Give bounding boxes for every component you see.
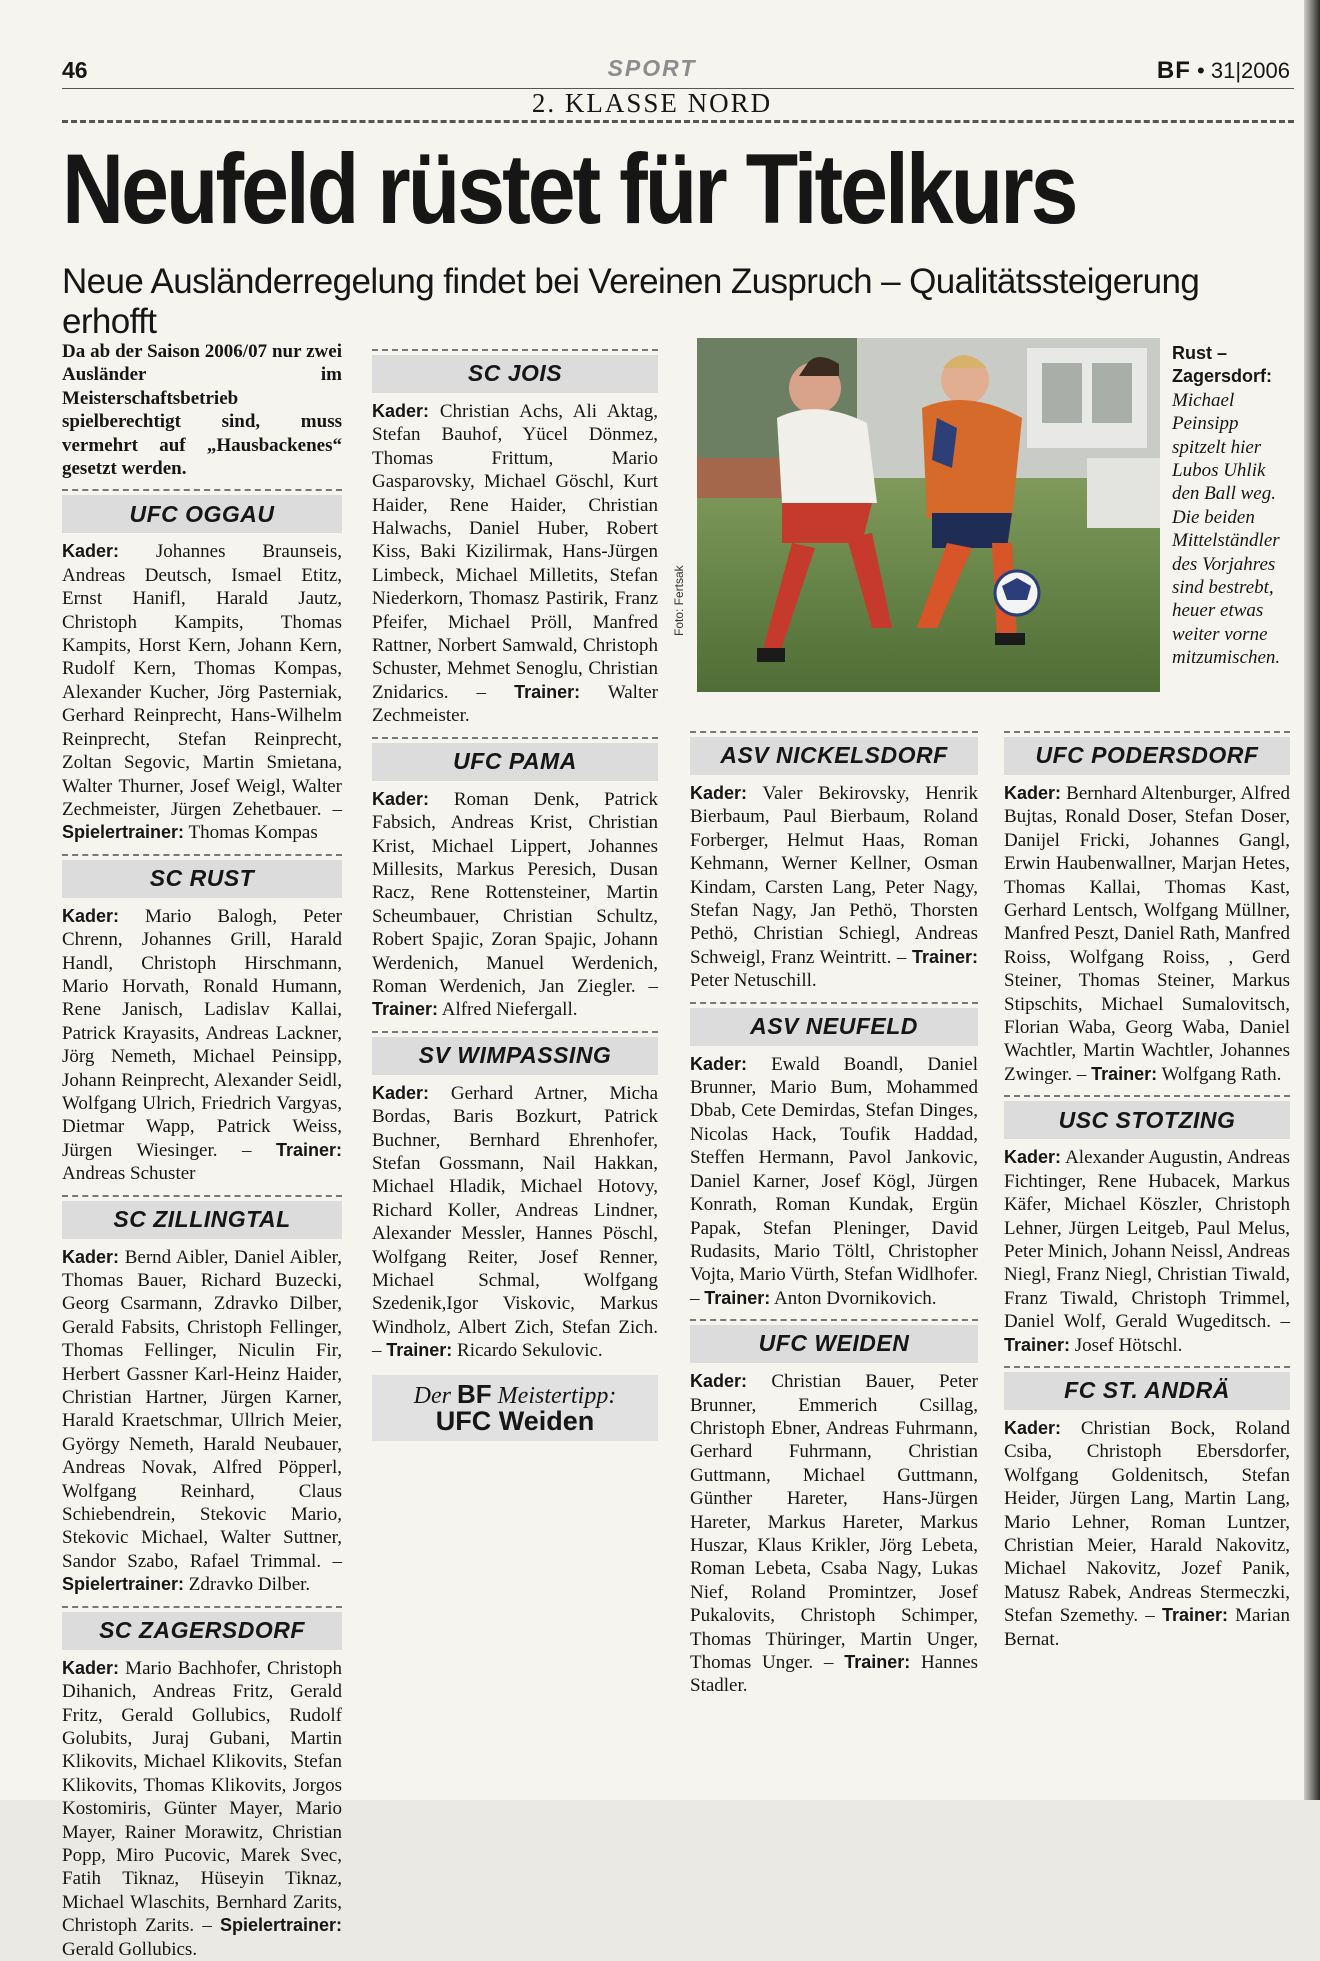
coach-name: Zdravko Dilber.	[188, 1574, 311, 1596]
section-title: 2. KLASSE NORD	[531, 88, 773, 118]
tip-team: UFC Weiden	[435, 1406, 595, 1437]
team-heading-sc-jois: SC JOIS	[372, 349, 658, 393]
squad-list: Christian Bauer, Peter Brunner, Emmerich Csillag, Christoph Ebner, Andreas Fuhrmann, Gerhard Fuhrmann, Christian Guttmann, Michael Guttmann, Günther Hareter, Hans-Jürgen Hareter, Markus Hareter, Markus Huszar, Klaus Krikler, Jörg Lebeta, Roman Lebeta, Csaba Nagy, Lukas Nief, Roland Promintzer, Josef Pukalovits, Christoph Schimper, Thomas Thüringer, Martin Unger, Thomas Unger.	[690, 1371, 979, 1673]
match-photo	[697, 338, 1160, 692]
coach-name: Josef Hötschl.	[1074, 1334, 1183, 1356]
coach-name: Marian Bernat.	[1004, 1605, 1291, 1650]
squad-label: Kader:	[372, 788, 430, 809]
coach-label: Trainer:	[704, 1287, 771, 1308]
team-heading-asv-nickelsdorf: ASV NICKELSDORF	[690, 731, 978, 775]
squad-label: Kader:	[1004, 1417, 1062, 1438]
team-heading-usc-stotzing: USC STOTZING	[1004, 1095, 1290, 1139]
caption-body: Michael Peinsipp spitzelt hier Lubos Uhlik den Ball weg. Die beiden Mittelständler des Vorjahres sind bestrebt, heuer etwas weiter vorne mitzumischen.	[1172, 389, 1281, 669]
squad-label: Kader:	[62, 541, 120, 562]
headline: Neufeld rüstet für Titelkurs	[62, 134, 1076, 245]
squad-list: Bernd Aibler, Daniel Aibler, Thomas Bauer, Richard Buzecki, Georg Csarmann, Zdravko Dilber, Gerald Fabsits, Christoph Fellinger, Thomas Fellinger, Niculin Fir, Herbert Gassner Karl-Heinz Haider, Christian Hartner, Jürgen Karner, Harald Kraetschmar, Ullrich Meier, György Nemeth, Harald Neubauer, Andreas Novak, Alfred Pöpperl, Wolfgang Reinhard, Claus Schiebendrein, Stekovic Mario, Stekovic Michael, Walter Suttner, Sandor Szabo, Rafael Trimmal.	[62, 1246, 342, 1572]
squad-list: Mario Balogh, Peter Chrenn, Johannes Grill, Harald Handl, Christoph Hirschmann, Mario Horvath, Ronald Humann, Rene Janisch, Ladislav Kallai, Patrick Krayasits, Andreas Lackner, Jörg Nemeth, Michael Peinsipp, Johann Reinprecht, Alexander Seidl, Wolfgang Ulrich, Friedrich Vargyas, Dietmar Wapp, Patrick Weiss, Jürgen Wiesinger.	[62, 905, 343, 1161]
coach-name: Thomas Kompas	[188, 822, 318, 844]
squad-list: Johannes Braunseis, Andreas Deutsch, Ismael Etitz, Ernst Hanifl, Harald Jautz, Christoph Kampits, Thomas Kampits, Horst Kern, Johann Kern, Rudolf Kern, Thomas Kompas, Alexander Kucher, Jörg Pasterniak, Gerhard Reinprecht, Hans-Wilhelm Reinprecht, Stefan Reinprecht, Zoltan Segovic, Martin Smietana, Walter Thurner, Josef Weigl, Walter Zechmeister, Jürgen Zehetbauer.	[62, 541, 343, 820]
coach-name: Wolfgang Rath.	[1161, 1063, 1282, 1085]
football-photo-image	[697, 338, 1160, 692]
team-roster: Kader: Valer Bekirovsky, Henrik Bierbaum, Paul Bierbaum, Roland Forberger, Helmut Haas, Roman Kehmann, Werner Kellner, Osman Kindam, Carsten Lang, Peter Nagy, Stefan Nagy, Jan Pethö, Thorsten Pethö, Christian Schiegl, Andreas Schweigl, Franz Weintritt. – Trainer: Peter Netuschill.	[690, 783, 978, 992]
team-heading-sc-zagersdorf: SC ZAGERSDORF	[62, 1606, 342, 1650]
coach-label: Spielertrainer:	[62, 1574, 185, 1595]
team-heading-fc-st-andrae: FC ST. ANDRÄ	[1004, 1366, 1290, 1410]
squad-list: Alexander Augustin, Andreas Fichtinger, Rene Hubacek, Markus Käfer, Michael Köszler, Christoph Lehner, Jürgen Leitgeb, Paul Melus, Peter Minich, Johann Neissl, Andreas Niegl, Franz Niegl, Christian Tiwald, Franz Tiwald, Christoph Trimmel, Daniel Wolf, Gerald Wugeditsch.	[1004, 1147, 1291, 1333]
squad-list: Valer Bekirovsky, Henrik Bierbaum, Paul Bierbaum, Roland Forberger, Helmut Haas, Roman Kehmann, Werner Kellner, Osman Kindam, Carsten Lang, Peter Nagy, Stefan Nagy, Jan Pethö, Thorsten Pethö, Christian Schiegl, Andreas Schweigl, Franz Weintritt.	[690, 783, 978, 968]
squad-list: Bernhard Altenburger, Alfred Bujtas, Ronald Doser, Stefan Doser, Danijel Fricki, Johannes Gangl, Erwin Haubenwallner, Marjan Hetes, Thomas Kallai, Thomas Kast, Gerhard Lentsch, Wolfgang Müllner, Manfred Peszt, Daniel Rath, Manfred Roiss, Wolfgang Roiss, , Gerd Steiner, Thomas Steiner, Markus Stipschits, Michael Sumalovitsch, Florian Waba, Georg Waba, Daniel Wachtler, Martin Wachtler, Johannes Zwinger.	[1004, 783, 1290, 1085]
team-heading-ufc-podersdorf: UFC PODERSDORF	[1004, 731, 1290, 775]
photo-caption	[1172, 342, 1292, 670]
squad-label: Kader:	[690, 1053, 748, 1074]
coach-name: Ricardo Sekulovic.	[457, 1340, 603, 1362]
subheadline: Neue Ausländerregelung findet bei Vereinen Zuspruch – Qualitätssteigerung erhofft	[62, 262, 1200, 341]
team-heading-sv-wimpassing: SV WIMPASSING	[372, 1031, 658, 1075]
tip-brand: BF	[457, 1378, 492, 1409]
team-roster: Kader: Ewald Boandl, Daniel Brunner, Mario Bum, Mohammed Dbab, Cete Demirdas, Stefan Dinges, Nicolas Hack, Toufik Haddad, Steffen Hermann, Pavol Jankovic, Daniel Karner, Josef Kögl, Jürgen Konrath, Roman Kundak, Ergün Papak, Stefan Pleninger, David Rudasits, Mario Töltl, Christopher Vojta, Mario Vürth, Stefan Widlhofer. – Trainer: Anton Dvornikovich.	[690, 1053, 979, 1309]
dashed-divider	[62, 120, 1294, 123]
column-1	[62, 340, 342, 1961]
masthead: BF • 31|2006	[1156, 57, 1290, 84]
coach-label: Trainer:	[275, 1139, 342, 1160]
team-heading-sc-zillingtal: SC ZILLINGTAL	[62, 1195, 342, 1239]
tip-prefix: Der	[413, 1382, 451, 1409]
coach-label: Trainer:	[386, 1340, 453, 1361]
column-3	[690, 722, 978, 1698]
squad-label: Kader:	[690, 1371, 748, 1392]
squad-list: Ewald Boandl, Daniel Brunner, Mario Bum, Mohammed Dbab, Cete Demirdas, Stefan Dinges, Nicolas Hack, Toufik Haddad, Steffen Hermann, Pavol Jankovic, Daniel Karner, Josef Kögl, Jürgen Konrath, Roman Kundak, Ergün Papak, Stefan Pleninger, David Rudasits, Mario Töltl, Christopher Vojta, Mario Vürth, Stefan Widlhofer.	[690, 1053, 979, 1286]
coach-label: Trainer:	[844, 1652, 911, 1672]
team-roster: Kader: Christian Achs, Ali Aktag, Stefan Bauhof, Yücel Dönmez, Thomas Frittum, Mario Gasparovsky, Michael Göschl, Kurt Haider, Rene Haider, Christian Halwachs, Daniel Huber, Robert Kiss, Baki Kizilirmak, Hans-Jürgen Limbeck, Michael Milletits, Stefan Niederkorn, Thomasz Pastirik, Franz Pfeifer, Michael Pröll, Manfred Rattner, Norbert Samwald, Christoph Schuster, Mehmet Senoglu, Christian Znidarics. – Trainer: Walter Zechmeister.	[372, 401, 659, 727]
coach-label: Trainer:	[1004, 1334, 1071, 1355]
issue-number: 31|2006	[1210, 58, 1290, 83]
team-roster-start: Kader: Christian Bauer, Peter Brunner, Emmerich Csillag, Christoph Ebner, Andreas Fuhrmann, Gerhard Fuhrmann, Christian Guttmann, Michael Guttmann, Günther Hareter, Hans-Jürgen Hareter, Markus Hareter, Markus Huszar, Klaus Krikler, Jörg Lebeta, Roman Lebeta, Csaba Nagy, Lukas Nief, Roland Promintzer, Josef Pukalovits, Christoph Schimper, Thomas Thüringer, Martin Unger, Thomas Unger. – Trainer: Hannes Stadler.	[690, 1371, 979, 1697]
coach-name: Andreas Schuster	[62, 1163, 196, 1185]
page-number: 46	[62, 57, 88, 83]
team-roster: Kader: Bernd Aibler, Daniel Aibler, Thomas Bauer, Richard Buzecki, Georg Csarmann, Zdravko Dilber, Gerald Fabsits, Christoph Fellinger, Thomas Fellinger, Niculin Fir, Herbert Gassner Karl-Heinz Haider, Christian Hartner, Jürgen Karner, Harald Kraetschmar, Ullrich Meier, György Nemeth, Harald Neubauer, Andreas Novak, Alfred Pöpperl, Wolfgang Reinhard, Claus Schiebendrein, Stekovic Mario, Stekovic Michael, Walter Suttner, Sandor Szabo, Rafael Trimmal. – Spielertrainer: Zdravko Dilber.	[62, 1246, 342, 1596]
caption-title: Rust – Zagersdorf:	[1172, 343, 1273, 387]
section-rubric: SPORT	[607, 55, 697, 81]
squad-label: Kader:	[1004, 1147, 1062, 1168]
page-edge-shadow	[1304, 0, 1320, 1800]
meistertipp-box	[372, 1375, 658, 1442]
squad-label: Kader:	[62, 905, 120, 926]
squad-label: Kader:	[372, 401, 430, 421]
team-roster: Kader: Christian Bock, Roland Csiba, Christoph Ebersdorfer, Wolfgang Goldenitsch, Stefan Heider, Jürgen Lang, Martin Lang, Mario Lehner, Roman Luntzer, Christian Meier, Harald Nakovitz, Michael Nakovitz, Jozef Panik, Matusz Rabek, Andreas Stermeczki, Stefan Szemethy. – Trainer: Marian Bernat.	[1004, 1417, 1291, 1650]
coach-label: Trainer:	[1091, 1063, 1158, 1084]
tip-suffix: Meistertipp:	[497, 1382, 617, 1409]
column-2	[372, 340, 658, 1441]
team-roster: Kader: Bernhard Altenburger, Alfred Bujtas, Ronald Doser, Stefan Doser, Danijel Fricki, Johannes Gangl, Erwin Haubenwallner, Marjan Hetes, Thomas Kallai, Thomas Kast, Gerhard Lentsch, Wolfgang Müllner, Manfred Peszt, Daniel Rath, Manfred Roiss, Wolfgang Roiss, , Gerd Steiner, Thomas Steiner, Markus Stipschits, Michael Sumalovitsch, Florian Waba, Georg Waba, Daniel Wachtler, Martin Wachtler, Johannes Zwinger. – Trainer: Wolfgang Rath.	[1004, 783, 1290, 1085]
coach-label: Spielertrainer:	[62, 822, 185, 843]
squad-label: Kader:	[372, 1082, 430, 1103]
squad-list: Christian Achs, Ali Aktag, Stefan Bauhof, Yücel Dönmez, Thomas Frittum, Mario Gasparovsky, Michael Göschl, Kurt Haider, Rene Haider, Christian Halwachs, Daniel Huber, Robert Kiss, Baki Kizilirmak, Hans-Jürgen Limbeck, Michael Milletits, Stefan Niederkorn, Thomasz Pastirik, Franz Pfeifer, Michael Pröll, Manfred Rattner, Norbert Samwald, Christoph Schuster, Mehmet Senoglu, Christian Znidarics.	[372, 401, 659, 703]
coach-name: Gerald Gollubics.	[62, 1938, 198, 1960]
team-roster-start: Kader: Mario Bachhofer, Christoph Dihanich, Andreas Fritz, Gerald Fritz, Gerald Gollubics, Rudolf Golubits, Juraj Gubani, Martin Klikovits, Michael Klikovits, Stefan Klikovits, Thomas Klikovits, Jorgos Kostomiris, Günter Mayer, Mario Mayer, Rainer Morawitz, Christian Popp, Miro Pucovic, Marek Svec, Fatih Tiknaz, Hüseyin Tiknaz, Michael Wlaschits, Bernhard Zarits, Christoph Zarits. – Spielertrainer: Gerald Gollubics.	[62, 1657, 342, 1960]
coach-label: Trainer:	[514, 681, 581, 702]
coach-label: Spielertrainer:	[219, 1915, 342, 1936]
squad-label: Kader:	[62, 1657, 120, 1678]
column-4	[1004, 722, 1290, 1651]
coach-name: Alfred Niefergall.	[441, 999, 578, 1021]
team-roster: Kader: Johannes Braunseis, Andreas Deutsch, Ismael Etitz, Ernst Hanifl, Harald Jautz, Christoph Kampits, Thomas Kampits, Horst Kern, Johann Kern, Rudolf Kern, Thomas Kompas, Alexander Kucher, Jörg Pasterniak, Gerhard Reinprecht, Hans-Wilhelm Reinprecht, Stefan Reinprecht, Zoltan Segovic, Martin Smietana, Walter Thurner, Josef Weigl, Walter Zechmeister, Jürgen Zehetbauer. – Spielertrainer: Thomas Kompas	[62, 541, 343, 844]
squad-list: Mario Bachhofer, Christoph Dihanich, Andreas Fritz, Gerald Fritz, Gerald Gollubics, Rudolf Golubits, Juraj Gubani, Martin Klikovits, Michael Klikovits, Stefan Klikovits, Thomas Klikovits, Jorgos Kostomiris, Günter Mayer, Mario Mayer, Rainer Morawitz, Christian Popp, Miro Pucovic, Marek Svec, Fatih Tiknaz, Hüseyin Tiknaz, Michael Wlaschits, Bernhard Zarits, Christoph Zarits.	[62, 1657, 342, 1937]
team-heading-ufc-weiden: UFC WEIDEN	[690, 1319, 978, 1363]
coach-name: Hannes Stadler.	[690, 1652, 979, 1697]
photo-credit: Foto: Fertsak	[672, 565, 686, 636]
lead-paragraph: Da ab der Saison 2006/07 nur zwei Ausländer im Meisterschaftsbetrieb spielberechtigt sind, muss vermehrt auf „Hausbackenes“ gesetzt werden.	[62, 341, 342, 480]
team-roster-start: Kader: Gerhard Artner, Micha Bordas, Baris Bozkurt, Patrick Buchner, Bernhard Ehrenhofer, Stefan Gossmann, Nail Hakkan, Michael Hladik, Michael Hotovy, Richard Koller, Andreas Lindner, Alexander Messler, Hannes Pöschl, Wolfgang Reiter, Josef Renner, Michael Schmal, Wolfgang Szedenik,Igor Viskovic, Markus Windholz, Albert Zich, Stefan Zich. – Trainer: Ricardo Sekulovic.	[372, 1082, 658, 1362]
coach-name: Anton Dvornikovich.	[773, 1287, 937, 1309]
coach-name: Peter Netuschill.	[690, 970, 817, 992]
team-heading-ufc-oggau: UFC OGGAU	[62, 489, 342, 533]
tip-line	[376, 1378, 654, 1409]
team-heading-ufc-pama: UFC PAMA	[372, 737, 658, 781]
squad-label: Kader:	[690, 783, 748, 803]
squad-list: Christian Bock, Roland Csiba, Christoph Ebersdorfer, Wolfgang Goldenitsch, Stefan Heider, Jürgen Lang, Martin Lang, Mario Lehner, Roman Luntzer, Christian Meier, Harald Nakovitz, Michael Nakovitz, Jozef Panik, Matusz Rabek, Andreas Stermeczki, Stefan Szemethy.	[1004, 1417, 1290, 1627]
squad-list: Roman Denk, Patrick Fabsich, Andreas Krist, Christian Krist, Michael Lippert, Johannes Millesits, Markus Peresich, Dusan Racz, Rene Rottensteiner, Martin Scheumbauer, Christian Schultz, Robert Spajic, Zoran Spajic, Johann Werdenich, Manuel Werdenich, Roman Werdenich, Jan Ziegler.	[372, 788, 659, 997]
squad-label: Kader:	[62, 1246, 120, 1267]
publication-name: BF	[1156, 57, 1191, 84]
team-roster: Kader: Roman Denk, Patrick Fabsich, Andreas Krist, Christian Krist, Michael Lippert, Johannes Millesits, Markus Peresich, Dusan Racz, Rene Rottensteiner, Martin Scheumbauer, Christian Schultz, Robert Spajic, Zoran Spajic, Johann Werdenich, Manuel Werdenich, Roman Werdenich, Jan Ziegler. – Trainer: Alfred Niefergall.	[372, 788, 659, 1021]
coach-label: Trainer:	[1161, 1605, 1228, 1626]
squad-list: Gerhard Artner, Micha Bordas, Baris Bozkurt, Patrick Buchner, Bernhard Ehrenhofer, Stefan Gossmann, Nail Hakkan, Michael Hladik, Michael Hotovy, Richard Koller, Andreas Lindner, Alexander Messler, Hannes Pöschl, Wolfgang Reiter, Josef Renner, Michael Schmal, Wolfgang Szedenik,Igor Viskovic, Markus Windholz, Albert Zich, Stefan Zich.	[372, 1082, 658, 1338]
team-heading-asv-neufeld: ASV NEUFELD	[690, 1002, 978, 1046]
team-roster: Kader: Alexander Augustin, Andreas Fichtinger, Rene Hubacek, Markus Käfer, Michael Köszler, Christoph Lehner, Jürgen Leitgeb, Paul Melus, Peter Minich, Johann Neissl, Andreas Niegl, Franz Niegl, Christian Tiwald, Franz Tiwald, Christoph Trimmel, Daniel Wolf, Gerald Wugeditsch. – Trainer: Josef Hötschl.	[1004, 1147, 1291, 1356]
coach-label: Trainer:	[911, 946, 978, 967]
coach-label: Trainer:	[372, 999, 439, 1020]
team-heading-sc-rust: SC RUST	[62, 854, 342, 898]
squad-label: Kader:	[1004, 783, 1062, 803]
team-roster: Kader: Mario Balogh, Peter Chrenn, Johannes Grill, Harald Handl, Christoph Hirschmann, Mario Horvath, Ronald Humann, Rene Janisch, Ladislav Kallai, Patrick Krayasits, Andreas Lackner, Jörg Nemeth, Michael Peinsipp, Johann Reinprecht, Alexander Seidl, Wolfgang Ulrich, Friedrich Vargyas, Dietmar Wapp, Patrick Weiss, Jürgen Wiesinger. – Trainer: Andreas Schuster	[62, 905, 343, 1185]
coach-name: Walter Zechmeister.	[372, 681, 658, 727]
